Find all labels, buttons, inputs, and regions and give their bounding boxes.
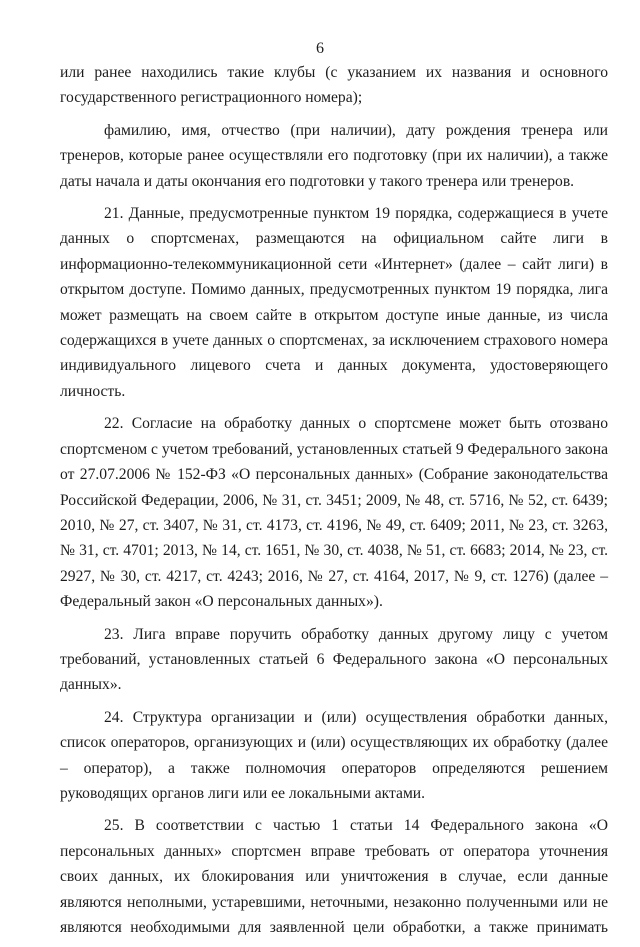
paragraph-23: 23. Лига вправе поручить обработку данных другому лицу с учетом требований, установленных статьей 6 Федерального закона «О персональных данных».	[60, 625, 608, 694]
paragraph-21: 21. Данные, предусмотренные пунктом 19 порядка, содержащиеся в учете данных о спортсменах, размещаются на официальном сайте лиги в информационно-телекоммуникационной сети «Интернет» (далее – сайт лиги) в открытом доступе. Помимо данных, предусмотренных пунктом 19 порядка, лига может размещать на своем сайте в открытом доступе иные данные, из числа содержащихся в учете данных о спортсменах, за исключением страхового номера индивидуального лицевого счета и данных документа, удостоверяющего личность.	[60, 205, 608, 400]
paragraph-22: 22. Согласие на обработку данных о спортсмене может быть отозвано спортсменом с учетом требований, установленных статьей 9 Федерального закона от 27.07.2006 № 152-ФЗ «О персональных данных» (Собрание законодательства Российской Федерации, 2006, № 31, ст. 3451; 2009, № 48, ст. 5716, № 52, ст. 6439; 2010, № 27, ст. 3407, № 31, ст. 4173, ст. 4196, № 49, ст. 6409; 2011, № 23, ст. 3263, № 31, ст. 4701; 2013, № 14, ст. 1651, № 30, ст. 4038, № 51, ст. 6683; 2014, № 23, ст. 2927, № 30, ст. 4217, ст. 4243; 2016, № 27, ст. 4164, 2017, № 9, ст. 1276) (далее – Федеральный закон «О персональных данных»).	[60, 415, 608, 611]
document-body	[60, 60, 608, 947]
paragraph-25: 25. В соответствии с частью 1 статьи 14 Федерального закона «О персональных данных» спортсмен вправе требовать от оператора уточнения своих данных, их блокирования или уничтожения в случае, если данные являются неполными, устаревшими, неточными, незаконно полученными или не являются необходимыми для заявленной цели обработки, а также принимать	[60, 817, 608, 936]
page-number: 6	[316, 40, 324, 57]
paragraph-24: 24. Структура организации и (или) осуществления обработки данных, список операторов, организующих и (или) осуществляющих их обработку (далее – оператор), а также полномочия операторов определяются решением руководящих органов лиги или ее локальными актами.	[60, 708, 608, 802]
paragraph-coach-info: фамилию, имя, отчество (при наличии), дату рождения тренера или тренеров, которые ранее осуществляли его подготовку (при их наличии), а также даты начала и даты окончания его подготовки у такого тренера или тренеров.	[60, 121, 608, 190]
paragraph-clubs-continuation: или ранее находились такие клубы (с указанием их названия и основного государственного регистрационного номера);	[60, 64, 608, 107]
